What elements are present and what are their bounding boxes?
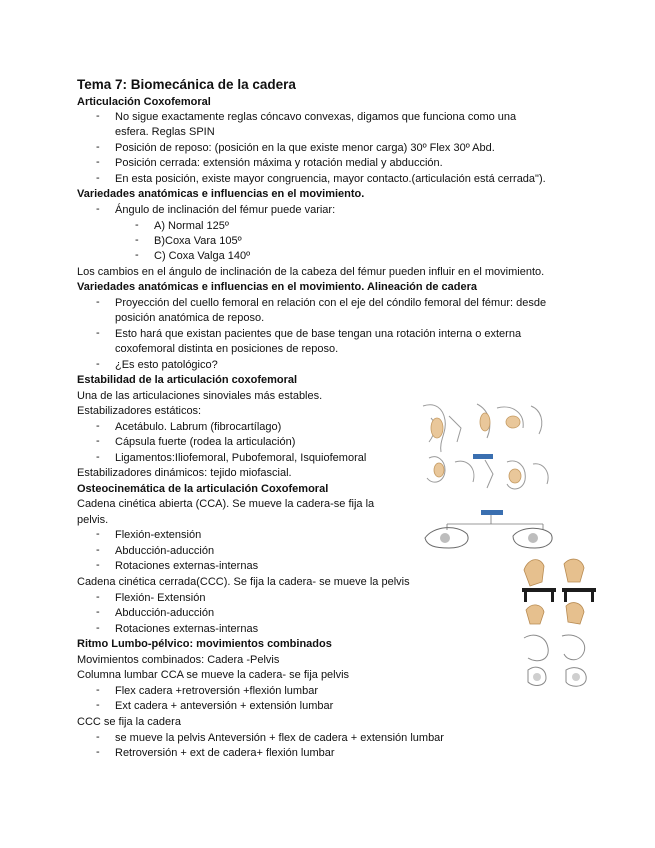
section-heading-variedades: Variedades anatómicas e influencias en el movimiento. xyxy=(77,188,365,200)
bullet-dash: - xyxy=(96,141,100,153)
list-item: En esta posición, existe mayor congruencia, mayor contacto.(articulación está cerrada"). xyxy=(115,173,546,185)
paragraph: Movimientos combinados: Cadera -Pelvis xyxy=(77,654,280,666)
list-item: Ext cadera + anteversión + extensión lumbar xyxy=(115,700,334,712)
bullet-dash: - xyxy=(96,699,100,711)
list-item: Posición de reposo: (posición en la que existe menor carga) 30º Flex 30º Abd. xyxy=(115,142,495,154)
list-item: Abducción-aducción xyxy=(115,545,215,557)
list-item: Retroversión + ext de cadera+ flexión lumbar xyxy=(115,747,335,759)
sub-list-item: A) Normal 125º xyxy=(154,220,229,232)
list-item: Ligamentos:Iliofemoral, Pubofemoral, Isquiofemoral xyxy=(115,452,367,464)
paragraph: Una de las articulaciones sinoviales más estables. xyxy=(77,390,323,402)
list-item: Flex cadera +retroversión +flexión lumbar xyxy=(115,685,318,697)
list-item: coxofemoral distinta en posiciones de reposo. xyxy=(115,343,339,355)
list-item: Proyección del cuello femoral en relación con el eje del cóndilo femoral del fémur: desde xyxy=(115,297,547,309)
bullet-dash: - xyxy=(96,746,100,758)
list-item: Acetábulo. Labrum (fibrocartílago) xyxy=(115,421,282,433)
bullet-dash: - xyxy=(96,451,100,463)
page-title: Tema 7: Biomecánica de la cadera xyxy=(77,77,296,92)
bullet-dash: - xyxy=(96,296,100,308)
bullet-dash: - xyxy=(96,110,100,122)
paragraph: Cadena cinética abierta (CCA). Se mueve la cadera-se fija la xyxy=(77,498,375,510)
bullet-dash: - xyxy=(96,327,100,339)
paragraph: Estabilizadores dinámicos: tejido miofascial. xyxy=(77,467,292,479)
hip-anatomy-figure xyxy=(415,398,565,550)
bullet-dash: - xyxy=(96,544,100,556)
list-item: ¿Es esto patológico? xyxy=(115,359,218,371)
bullet-dash: - xyxy=(96,420,100,432)
bullet-dash: - xyxy=(96,606,100,618)
list-item: Abducción-aducción xyxy=(115,607,215,619)
section-heading-estabilidad: Estabilidad de la articulación coxofemoral xyxy=(77,374,298,386)
paragraph: Columna lumbar CCA se mueve la cadera- se fija pelvis xyxy=(77,669,350,681)
list-item: Rotaciones externas-internas xyxy=(115,560,259,572)
bullet-dash: - xyxy=(96,528,100,540)
list-item: esfera. Reglas SPIN xyxy=(115,126,215,138)
bullet-dash: - xyxy=(96,559,100,571)
paragraph: Cadena cinética cerrada(CCC). Se fija la cadera- se mueve la pelvis xyxy=(77,576,410,588)
section-heading-alineacion: Variedades anatómicas e influencias en el movimiento. Alineación de cadera xyxy=(77,281,478,293)
list-item: Flexión- Extensión xyxy=(115,592,206,604)
list-item: posición anatómica de reposo. xyxy=(115,312,265,324)
sub-list-item: C) Coxa Valga 140º xyxy=(154,250,251,262)
bullet-dash: - xyxy=(96,622,100,634)
bullet-dash: - xyxy=(96,591,100,603)
list-item: Cápsula fuerte (rodea la articulación) xyxy=(115,436,296,448)
section-heading-ritmo: Ritmo Lumbo-pélvico: movimientos combinados xyxy=(77,638,332,650)
bullet-dash: - xyxy=(96,172,100,184)
list-item: Posición cerrada: extensión máxima y rotación medial y abducción. xyxy=(115,157,443,169)
bullet-dash: - xyxy=(96,156,100,168)
sub-list-item: B)Coxa Vara 105º xyxy=(154,235,242,247)
paragraph: Los cambios en el ángulo de inclinación de la cabeza del fémur pueden influir en el movimiento. xyxy=(77,266,545,278)
list-item: Rotaciones externas-internas xyxy=(115,623,259,635)
bullet-dash: - xyxy=(96,358,100,370)
paragraph: pelvis. xyxy=(77,514,109,526)
bullet-dash: - xyxy=(135,249,139,261)
list-item: se mueve la pelvis Anteversión + flex de cadera + extensión lumbar xyxy=(115,732,444,744)
bullet-dash: - xyxy=(135,234,139,246)
list-item: Flexión-extensión xyxy=(115,529,202,541)
paragraph: Estabilizadores estáticos: xyxy=(77,405,202,417)
list-item: Esto hará que existan pacientes que de base tengan una rotación interna o externa xyxy=(115,328,522,340)
list-item: No sigue exactamente reglas cóncavo convexas, digamos que funciona como una xyxy=(115,111,517,123)
bullet-dash: - xyxy=(96,435,100,447)
paragraph: CCC se fija la cadera xyxy=(77,716,181,728)
section-heading-coxofemoral: Articulación Coxofemoral xyxy=(77,96,211,108)
bullet-dash: - xyxy=(135,219,139,231)
section-heading-osteocinematica: Osteocinemática de la articulación Coxofemoral xyxy=(77,483,329,495)
kinetic-chain-figure xyxy=(518,552,600,692)
bullet-dash: - xyxy=(96,203,100,215)
bullet-dash: - xyxy=(96,731,100,743)
list-item: Ángulo de inclinación del fémur puede variar: xyxy=(115,204,336,216)
bullet-dash: - xyxy=(96,684,100,696)
